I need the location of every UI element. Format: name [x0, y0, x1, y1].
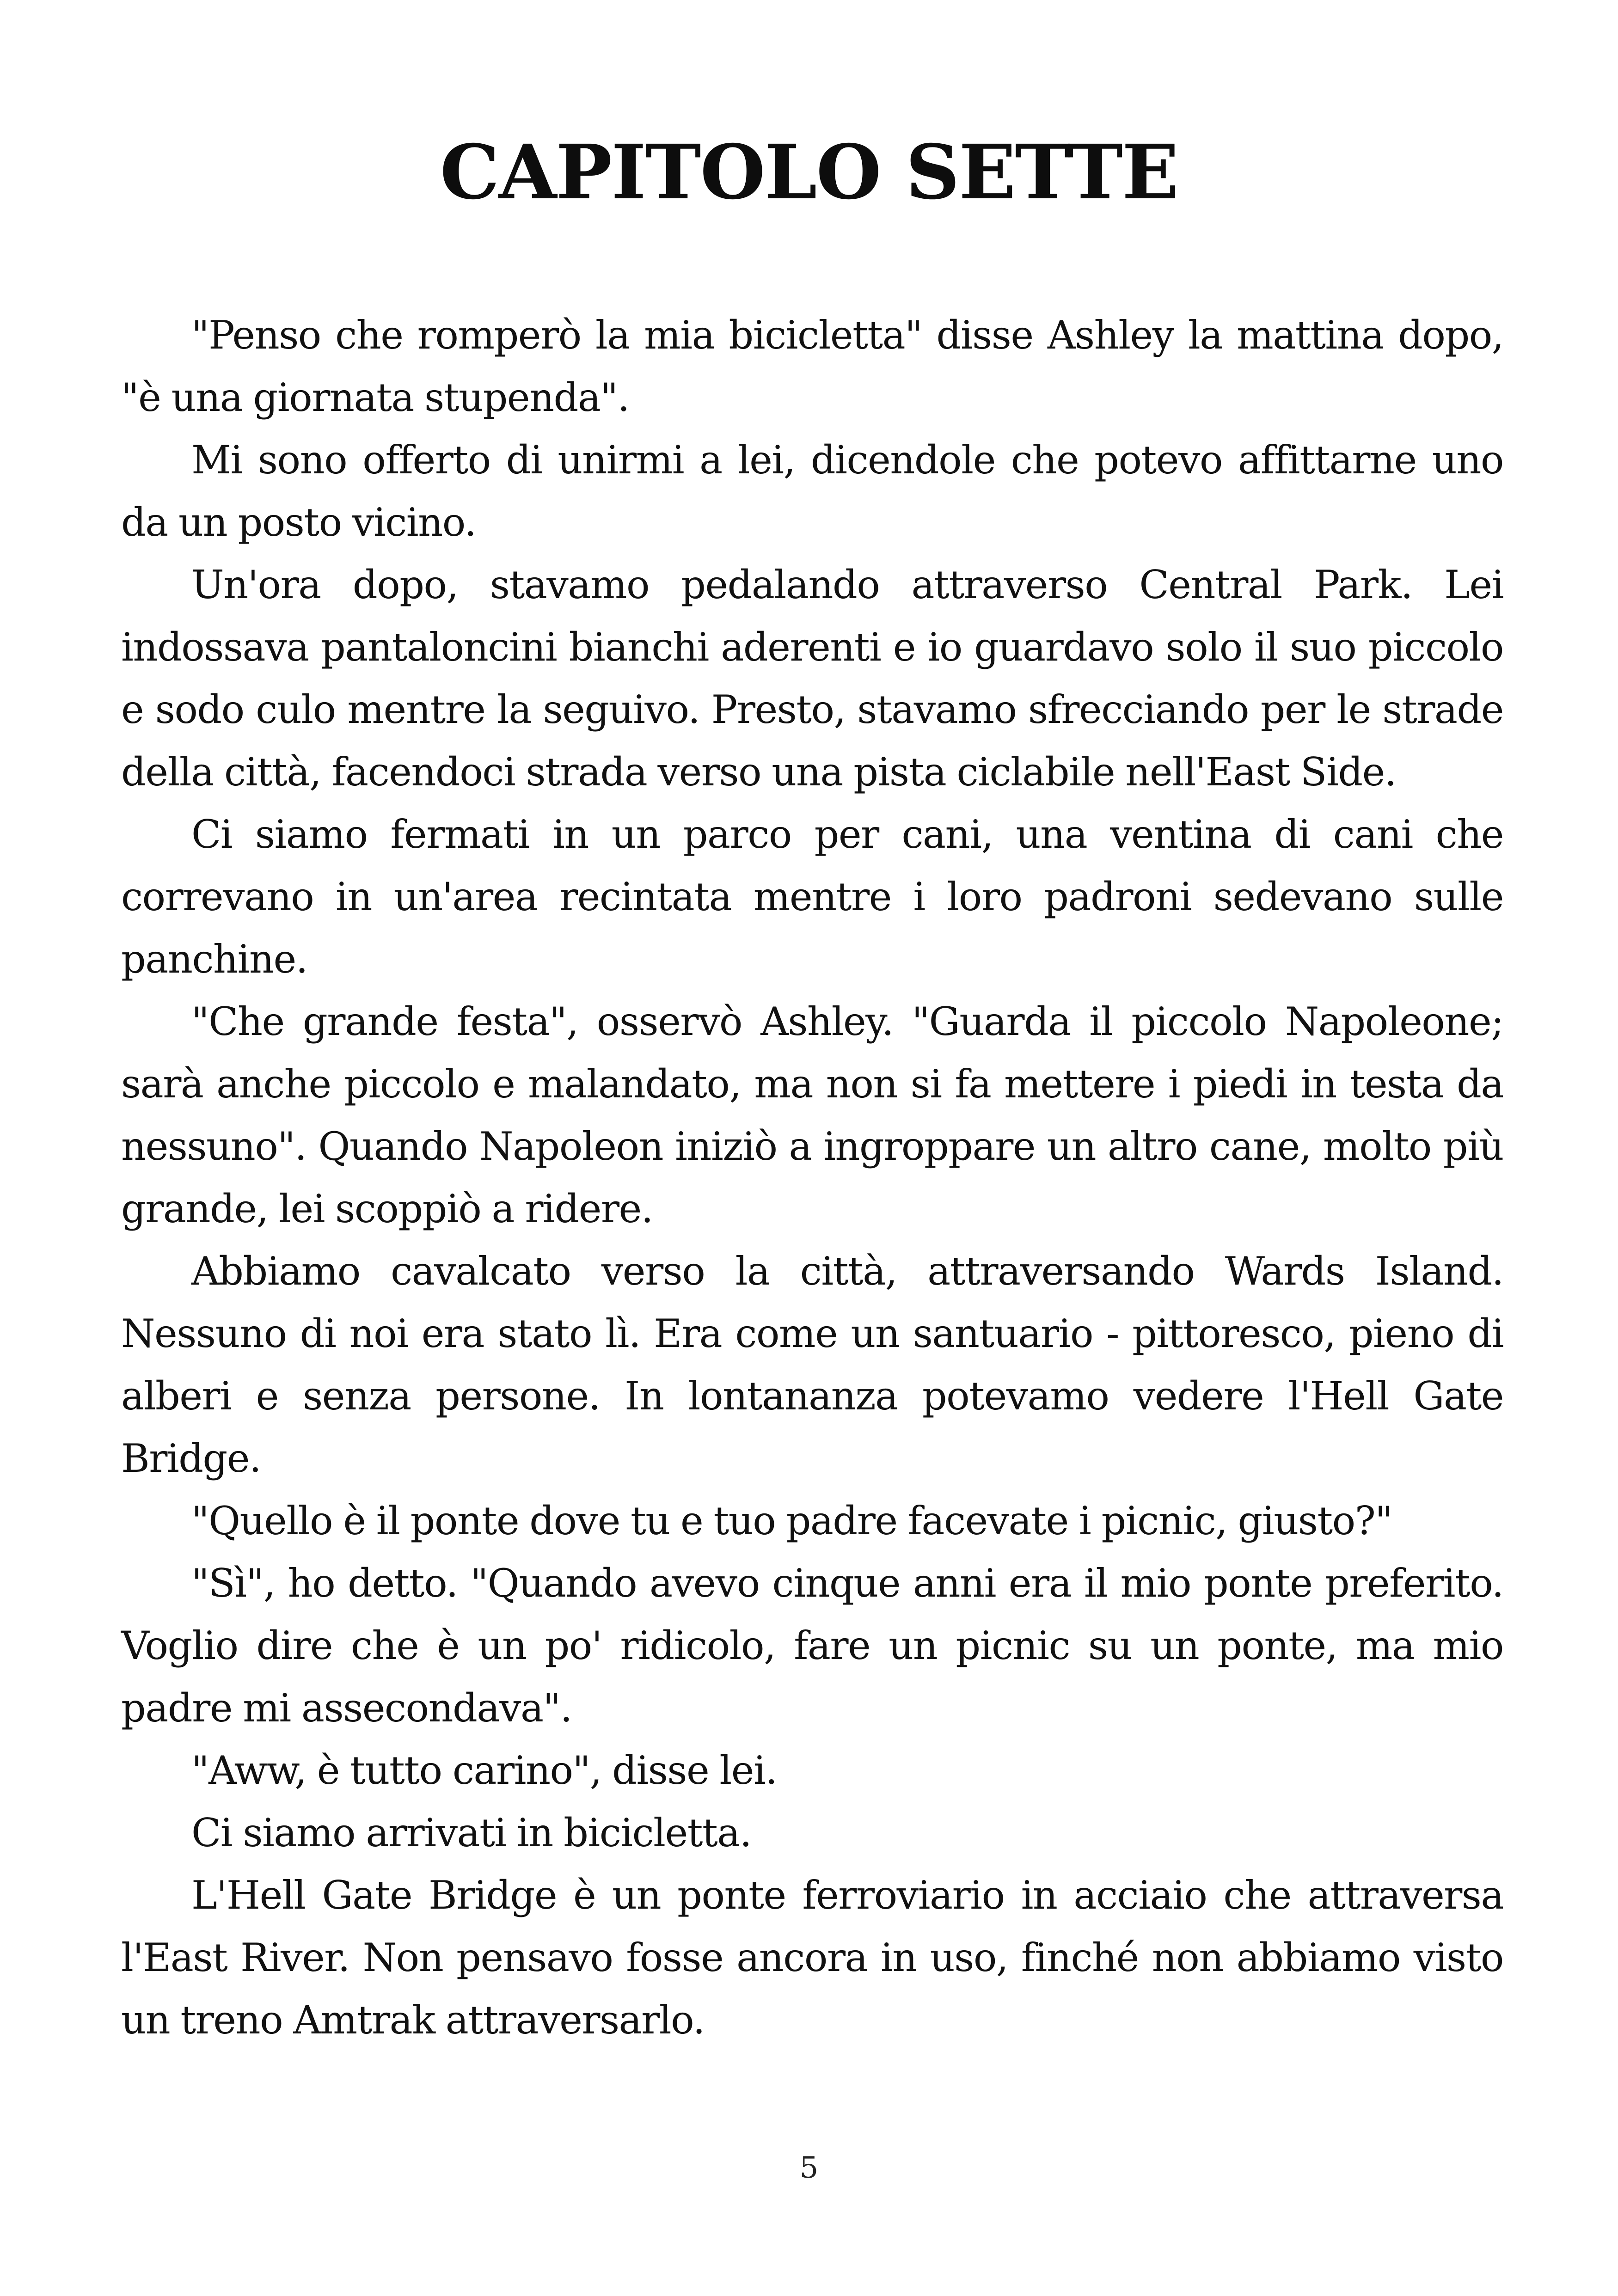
paragraph: Ci siamo arrivati in bicicletta.	[191, 1810, 752, 1855]
paragraph: "Penso che romperò la mia bicicletta" disse Ashley la mattina dopo, "è una giornata stupenda".	[121, 312, 1503, 420]
chapter-title: CAPITOLO SETTE	[440, 129, 1178, 216]
paragraph: "Aww, è tutto carino", disse lei.	[191, 1748, 777, 1793]
paragraph: Abbiamo cavalcato verso la città, attraversando Wards Island. Nessuno di noi era stato lì. Era come un santuario - pittoresco, pieno di alberi e senza persone. In lontananza potevamo vedere l'Hell Gate Bridge.	[121, 1249, 1503, 1481]
paragraph: "Quello è il ponte dove tu e tuo padre facevate i picnic, giusto?"	[191, 1498, 1392, 1543]
paragraph: Ci siamo fermati in un parco per cani, una ventina di cani che correvano in un'area recintata mentre i loro padroni sedevano sulle panchine.	[121, 812, 1503, 982]
paragraph: L'Hell Gate Bridge è un ponte ferroviario in acciaio che attraversa l'East River. Non pensavo fosse ancora in uso, finché non abbiamo visto un treno Amtrak attraversarlo.	[121, 1873, 1503, 2043]
paragraph: Un'ora dopo, stavamo pedalando attraverso Central Park. Lei indossava pantaloncini bianchi aderenti e io guardavo solo il suo piccolo e sodo culo mentre la seguivo. Presto, stavamo sfrecciando per le strade della città, facendoci strada verso una pista ciclabile nell'East Side.	[121, 562, 1503, 795]
chapter-body	[121, 304, 1503, 2051]
paragraph: "Sì", ho detto. "Quando avevo cinque anni era il mio ponte preferito. Voglio dire che è un po' ridicolo, fare un picnic su un ponte, ma mio padre mi assecondava".	[121, 1561, 1503, 1731]
paragraph: "Che grande festa", osservò Ashley. "Guarda il piccolo Napoleone; sarà anche piccolo e malandato, ma non si fa mettere i piedi in testa da nessuno". Quando Napoleon iniziò a ingroppare un altro cane, molto più grande, lei scoppiò a ridere.	[121, 999, 1503, 1231]
paragraph: Mi sono offerto di unirmi a lei, dicendole che potevo affittarne uno da un posto vicino.	[121, 437, 1503, 545]
page-number: 5	[799, 2151, 819, 2185]
